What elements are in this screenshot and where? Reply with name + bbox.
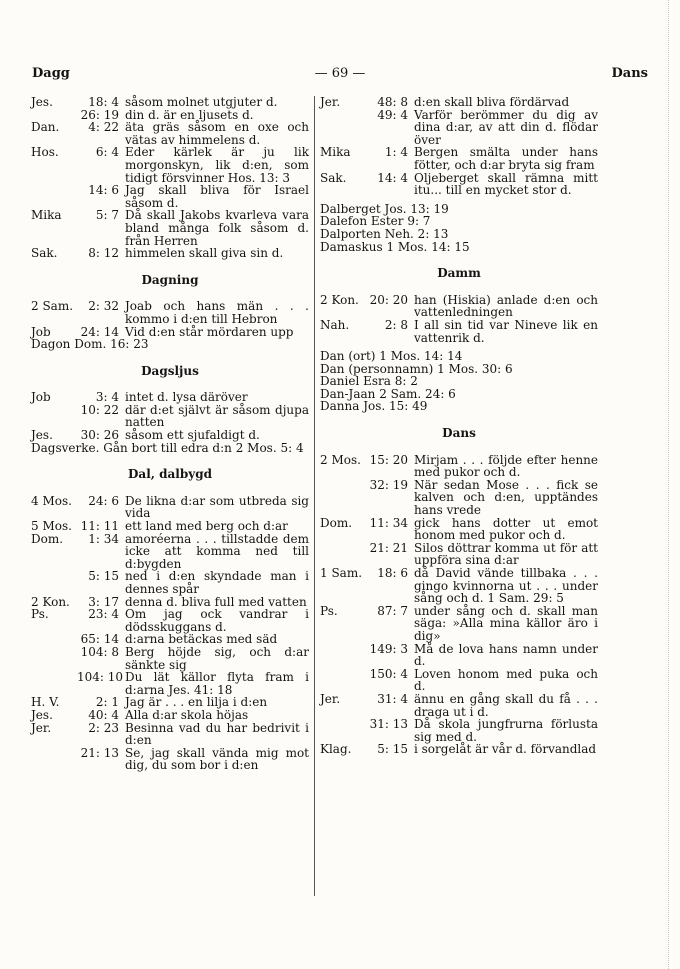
verse-entry	[31, 146, 309, 184]
right-column	[320, 96, 598, 756]
book-abbrev: Jes.	[31, 95, 53, 109]
verse-text: De likna d:ar som utbreda sig vida	[125, 493, 309, 521]
book-abbrev	[31, 404, 77, 429]
book-abbrev: 2 Kon.	[31, 594, 70, 609]
verse-text: ett land med berg och d:ar	[125, 519, 288, 534]
verse-text: Vid d:en står mördaren upp	[125, 324, 294, 339]
place-name-line: Danna Jos. 15: 49	[320, 399, 428, 414]
verse-text: Joab och hans män . . . kommo i d:en till Hebron	[125, 299, 309, 326]
verse-text: I all sin tid var Nineve lik en vattenrik d.	[414, 317, 598, 345]
verse-reference: 149: 3	[369, 641, 408, 656]
verse-reference: 11: 11	[80, 519, 119, 534]
verse-entry	[31, 391, 309, 404]
dal-entries	[31, 495, 309, 772]
verse-entry	[31, 533, 309, 571]
column-divider	[314, 96, 315, 896]
book-abbrev: Sak.	[320, 170, 347, 185]
book-abbrev: Job	[31, 324, 51, 339]
dagsverke-line: Dagsverke. Gån bort till edra d:n 2 Mos. 5: 4	[31, 440, 304, 455]
verse-reference: 10: 22	[80, 402, 119, 417]
dagg-entries	[31, 96, 309, 260]
verse-text: När sedan Mose . . . fick se kalven och d:en, upptändes hans vrede	[414, 477, 598, 518]
verse-entry	[320, 567, 598, 605]
book-abbrev	[31, 570, 77, 595]
verse-entry	[31, 570, 309, 595]
verse-entry	[31, 671, 309, 696]
verse-entry	[31, 404, 309, 429]
book-abbrev	[31, 671, 77, 696]
verse-text: Loven honom med puka och d.	[414, 666, 598, 694]
verse-text: d:en skall bliva fördärvad	[414, 95, 570, 109]
verse-entry	[320, 517, 598, 542]
verse-reference: 104: 8	[80, 644, 119, 659]
book-abbrev: Job	[31, 390, 51, 405]
verse-text: Alla d:ar skola höjas	[125, 707, 249, 722]
book-abbrev: Jer.	[320, 691, 341, 706]
place-name-line: Damaskus 1 Mos. 14: 15	[320, 239, 470, 254]
section-heading-dans: Dans	[442, 426, 476, 441]
verse-text: ännu en gång skall du få . . . draga ut i d.	[414, 691, 598, 719]
verse-reference: 104: 10	[77, 670, 124, 685]
verse-text: han (Hiskia) anlade d:en och vattenledningen	[414, 292, 598, 320]
verse-reference: 11: 34	[369, 515, 408, 530]
verse-reference: 49: 4	[377, 107, 408, 122]
verse-reference: 26: 19	[80, 107, 119, 122]
section-heading-dagsljus: Dagsljus	[141, 363, 199, 378]
verse-entry	[320, 146, 598, 171]
place-name-line: Dalporten Neh. 2: 13	[320, 226, 449, 241]
verse-reference: 5: 15	[377, 742, 408, 757]
book-abbrev: 1 Sam.	[320, 566, 363, 580]
verse-text: intet d. lysa däröver	[125, 390, 248, 405]
section-heading-dal: Dal, dalbygd	[128, 467, 212, 482]
verse-reference: 48: 8	[377, 95, 408, 109]
verse-entry	[320, 668, 598, 693]
verse-text: under sång och d. skall man säga: »Alla mina källor äro i dig»	[414, 603, 598, 643]
verse-reference: 30: 26	[80, 428, 119, 443]
place-name-line: Dan-Jaan 2 Sam. 24: 6	[320, 386, 456, 401]
book-abbrev	[320, 479, 366, 517]
verse-entry	[320, 479, 598, 517]
damm-entries	[320, 294, 598, 344]
book-abbrev: Sak.	[31, 246, 58, 261]
place-name-lines-1	[320, 203, 598, 253]
book-abbrev: Jer.	[31, 720, 52, 735]
verse-entry	[31, 495, 309, 520]
verse-text: äta gräs såsom en oxe och vätas av himmelens d.	[125, 120, 309, 147]
verse-reference: 2: 8	[384, 317, 408, 332]
book-abbrev	[31, 747, 77, 772]
book-abbrev: Hos.	[31, 145, 59, 160]
book-abbrev: Klag.	[320, 742, 352, 757]
book-abbrev: Dom.	[31, 531, 64, 546]
verse-reference: 2: 32	[88, 299, 119, 314]
dagning-entries	[31, 300, 309, 338]
verse-entry	[320, 172, 598, 197]
book-abbrev	[320, 643, 366, 668]
section-heading-damm: Damm	[437, 266, 481, 281]
verse-reference: 31: 13	[369, 717, 408, 732]
verse-reference: 6: 4	[95, 145, 119, 160]
verse-reference: 1: 34	[88, 531, 119, 546]
verse-reference: 14: 6	[88, 183, 119, 198]
verse-entry	[320, 294, 598, 319]
verse-text: Jag skall bliva för Israel såsom d.	[125, 183, 309, 210]
verse-text: din d. är en ljusets d.	[125, 107, 254, 122]
verse-reference: 3: 17	[88, 594, 119, 609]
verse-reference: 18: 6	[377, 566, 408, 580]
book-abbrev: Jes.	[31, 428, 53, 443]
verse-reference: 20: 20	[369, 292, 408, 307]
book-abbrev: Mika	[320, 145, 351, 160]
book-abbrev: H. V.	[31, 695, 60, 710]
book-abbrev: 2 Sam.	[31, 299, 74, 314]
page-number: — 69 —	[314, 66, 366, 81]
verse-text: Besinna vad du har bedrivit i d:en	[125, 720, 309, 748]
verse-reference: 18: 4	[88, 95, 119, 109]
verse-entry	[31, 247, 309, 260]
verse-text: Bergen smälta under hans fötter, och d:ar bryta sig fram	[414, 145, 598, 172]
verse-entry	[320, 643, 598, 668]
verse-text: såsom molnet utgjuter d.	[125, 95, 278, 109]
verse-text: denna d. bliva full med vatten	[125, 594, 307, 609]
verse-text: Då skola jungfrurna förlusta sig med d.	[414, 717, 598, 744]
book-abbrev	[320, 542, 366, 567]
dans-entries	[320, 454, 598, 756]
verse-text: Berg höjde sig, och d:ar sänkte sig	[125, 644, 309, 672]
verse-text: ned i d:en skyndade man i dennes spår	[125, 569, 309, 596]
book-abbrev: Ps.	[320, 603, 338, 618]
verse-entry	[320, 319, 598, 344]
verse-text: Silos döttrar komma ut för att uppföra sina d:ar	[414, 540, 598, 568]
verse-entry	[320, 96, 598, 109]
place-name-lines-2	[320, 350, 598, 413]
verse-reference: 150: 4	[369, 666, 408, 681]
verse-entry	[31, 520, 309, 533]
header-right-keyword: Dans	[611, 66, 648, 81]
book-abbrev: Jes.	[31, 707, 53, 722]
verse-text: såsom ett sjufaldigt d.	[125, 428, 260, 443]
verse-text: Jag är . . . en lilja i d:en	[125, 695, 268, 710]
verse-entry	[31, 96, 309, 109]
book-abbrev: 5 Mos.	[31, 519, 72, 534]
verse-reference: 5: 15	[88, 569, 119, 584]
verse-text: Varför berömmer du dig av dina d:ar, av att din d. flödar över	[414, 107, 598, 147]
book-abbrev: 4 Mos.	[31, 493, 72, 508]
verse-entry	[320, 743, 598, 756]
verse-reference: 4: 22	[88, 120, 119, 135]
place-name-line: Dalefon Ester 9: 7	[320, 214, 431, 229]
verse-text: då David vände tillbaka . . . gingo kvinnorna ut . . . under sång och d. 1 Sam. 29: 5	[414, 566, 598, 606]
place-name-line: Dan (ort) 1 Mos. 14: 14	[320, 349, 463, 364]
verse-text: amoréerna . . . tillstadde dem icke att komma ned till d:bygden	[125, 531, 309, 571]
verse-reference: 24: 14	[80, 324, 119, 339]
verse-reference: 2: 23	[88, 720, 119, 735]
book-abbrev: Dom.	[320, 515, 353, 530]
book-abbrev	[31, 633, 77, 646]
verse-reference: 65: 14	[80, 632, 119, 647]
verse-entry	[31, 608, 309, 633]
verse-reference: 2: 1	[95, 695, 119, 710]
verse-entry	[320, 605, 598, 643]
verse-reference: 24: 6	[88, 493, 119, 508]
place-name-line: Dalberget Jos. 13: 19	[320, 201, 449, 216]
book-abbrev: Nah.	[320, 317, 350, 332]
verse-text: i sorgelåt är vår d. förvandlad	[414, 742, 597, 757]
verse-text: Du lät källor flyta fram i d:arna Jes. 41: 18	[125, 670, 309, 697]
book-abbrev	[320, 718, 366, 743]
verse-entry	[31, 646, 309, 671]
verse-reference: 23: 4	[88, 607, 119, 622]
book-abbrev: Jer.	[320, 95, 341, 109]
book-abbrev	[320, 109, 366, 147]
verse-text: Mirjam . . . följde efter henne med pukor och d.	[414, 452, 598, 480]
verse-reference: 21: 13	[80, 745, 119, 760]
verse-reference: 3: 4	[95, 390, 119, 405]
verse-entry	[31, 747, 309, 772]
verse-reference: 32: 19	[369, 477, 408, 492]
book-abbrev	[31, 646, 77, 671]
verse-text: Då skall Jakobs kvarleva vara bland många folk såsom d. från Herren	[125, 208, 309, 248]
verse-entry	[320, 109, 598, 147]
verse-reference: 40: 4	[88, 707, 119, 722]
book-abbrev: Dan.	[31, 120, 60, 135]
verse-reference: 14: 4	[377, 170, 408, 185]
place-name-line: Daniel Esra 8: 2	[320, 374, 418, 389]
book-abbrev: 2 Kon.	[320, 292, 359, 307]
verse-reference: 15: 20	[369, 452, 408, 467]
verse-entry	[320, 718, 598, 743]
dal-continued-entries	[320, 96, 598, 197]
verse-text: Om jag ock vandrar i dödsskuggans d.	[125, 607, 309, 634]
verse-reference: 87: 7	[377, 603, 408, 618]
section-heading-dagning: Dagning	[141, 272, 199, 287]
verse-text: Må de lova hans namn under d.	[414, 641, 598, 669]
verse-entry	[31, 209, 309, 247]
dagsljus-entries	[31, 391, 309, 441]
verse-text: där d:et självt är såsom djupa natten	[125, 402, 309, 430]
verse-entry	[320, 693, 598, 718]
left-column	[31, 96, 309, 772]
verse-reference: 5: 7	[95, 208, 119, 223]
verse-reference: 8: 12	[88, 246, 119, 261]
book-abbrev	[31, 184, 77, 209]
verse-text: Eder kärlek är ju lik morgonskyn, lik d:en, som tidigt försvinner Hos. 13: 3	[125, 145, 309, 185]
book-abbrev: 2 Mos.	[320, 452, 361, 467]
verse-entry	[31, 709, 309, 722]
book-abbrev: Ps.	[31, 607, 49, 622]
verse-reference: 1: 4	[384, 145, 408, 160]
verse-entry	[320, 542, 598, 567]
page-edge-line	[668, 0, 669, 969]
verse-reference: 31: 4	[377, 691, 408, 706]
verse-text: gick hans dotter ut emot honom med pukor och d.	[414, 515, 598, 543]
verse-entry	[31, 121, 309, 146]
verse-entry	[320, 454, 598, 479]
verse-entry	[31, 300, 309, 325]
page-header	[32, 66, 648, 86]
verse-entry	[31, 184, 309, 209]
book-abbrev: Mika	[31, 208, 62, 223]
verse-text: himmelen skall giva sin d.	[125, 246, 284, 261]
verse-reference: 21: 21	[369, 540, 408, 555]
verse-entry	[31, 722, 309, 747]
verse-text: d:arna betäckas med säd	[125, 632, 278, 647]
verse-text: Se, jag skall vända mig mot dig, du som bor i d:en	[125, 745, 309, 773]
dagon-line: Dagon Dom. 16: 23	[31, 337, 149, 352]
book-abbrev	[320, 668, 366, 693]
place-name-line: Dan (personnamn) 1 Mos. 30: 6	[320, 361, 513, 376]
verse-text: Oljeberget skall rämna mitt itu... till en mycket stor d.	[414, 170, 598, 198]
header-left-keyword: Dagg	[32, 66, 70, 81]
